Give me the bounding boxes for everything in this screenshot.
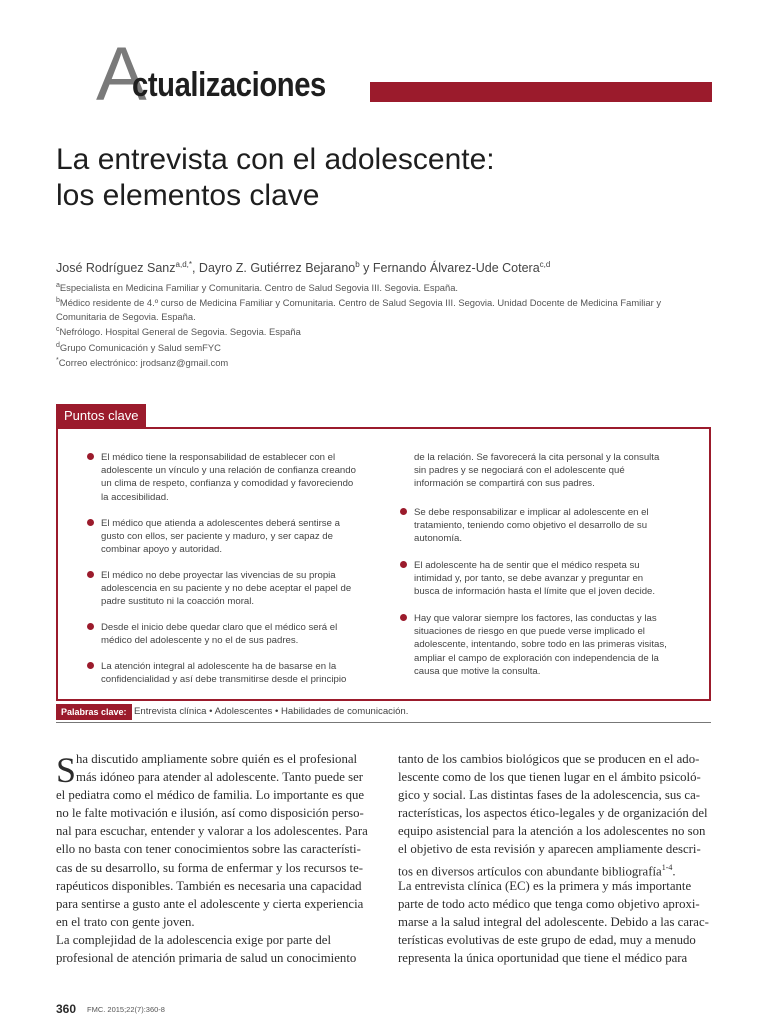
author-2: , Dayro Z. Gutiérrez Bejarano (191, 261, 356, 276)
bullet-icon (87, 623, 94, 630)
body-line-text: para sentirse a gusto ante el adolescente y cierta experiencia (56, 896, 364, 911)
key-point-line: autonomía. (414, 533, 463, 545)
body-line (398, 786, 712, 804)
key-point-line: padre sustituto ni la coacción moral. (101, 596, 255, 608)
body-left-column (56, 750, 370, 967)
sentence-end: . (672, 863, 676, 878)
body-line (398, 859, 712, 877)
body-line-text: profesional de atención primaria de salud un conocimiento (56, 951, 357, 966)
body-line-text: ha discutido ampliamente sobre quién es el profesional (76, 752, 358, 766)
body-line-text: terísticas evolutivas de este grupo de edad, muy a menudo (398, 932, 696, 947)
affiliation-b (56, 294, 696, 309)
affiliation-d (56, 339, 696, 354)
author-3-sup: c,d (539, 260, 551, 269)
key-point-line: causa que motive la consulta. (414, 665, 541, 677)
bullet-icon (400, 508, 407, 515)
affiliation-a-text: Especialista en Medicina Familiar y Comunitaria. Centro de Salud Segovia III. Segovia. España. (59, 282, 459, 294)
body-line (398, 822, 712, 840)
key-point-line: adolescente un vínculo y una relación de confianza creando (101, 465, 356, 477)
key-point-line: adolescencia en su paciente y no debe aceptar el papel de (101, 583, 352, 595)
key-point-line: El médico no debe proyectar las vivencias de su propia (101, 570, 336, 581)
key-point-line: médico del adolescente y no el de sus padres. (101, 635, 299, 647)
body-line-text: racterísticas, los aspectos ético-legales y de organización del (398, 806, 708, 821)
body-line-text: el objetivo de esta revisión y aparecen ampliamente descri- (398, 842, 701, 857)
author-3: y Fernando Álvarez-Ude Cotera (359, 261, 540, 276)
body-line (56, 750, 370, 768)
key-point-line: ampliar el campo de exploración con independencia de la (414, 652, 659, 664)
section-header (96, 32, 716, 117)
author-2-sup: b (355, 260, 360, 269)
key-point-line: información se compartirá con sus padres. (414, 478, 595, 490)
author-1-sup: a,d,* (175, 260, 192, 269)
affiliation-a (56, 279, 696, 294)
body-line (56, 786, 370, 804)
section-name: ctualizaciones (132, 66, 326, 104)
key-point-line: busca de información hasta el límite que el joven decide. (414, 586, 656, 598)
body-line (56, 804, 370, 822)
key-points-box (56, 427, 711, 701)
body-right-column (398, 750, 712, 967)
body-line (56, 822, 370, 840)
affiliation-c (56, 323, 696, 338)
body-line (398, 895, 712, 913)
body-line-text: rapéuticos disponibles. También es necesaria una capacidad (56, 878, 362, 893)
key-point-line: la accesibilidad. (101, 491, 169, 503)
keywords-divider (56, 722, 711, 723)
affiliation-b-text: Médico residente de 4.º curso de Medicina Familiar y Comunitaria. Centro de Salud Segovia III. Segovia. Unidad Docente de Medicina Familiar y (59, 297, 662, 309)
body-line-text: el pediatra como el médico de familia. Lo importante es que (56, 788, 365, 803)
author-list (56, 260, 716, 275)
bullet-icon (87, 662, 94, 669)
bullet-icon (400, 561, 407, 568)
correspondence-sup: * (56, 356, 59, 364)
correspondence-email (56, 354, 696, 369)
body-line-text: cas de su desarrollo, su forma de enfermar y los recursos te- (56, 860, 364, 875)
title-line-2: los elementos clave (56, 179, 320, 212)
key-point-line: confidencialidad y así debe transmitirse desde el principio (101, 674, 347, 686)
journal-citation: FMC. 2015;22(7):360-8 (87, 1005, 165, 1014)
affiliation-c-sup: c (56, 326, 60, 334)
drop-cap: S (56, 750, 77, 790)
body-line (56, 931, 370, 949)
bullet-icon (87, 571, 94, 578)
affiliation-c-text: Nefrólogo. Hospital General de Segovia. Segovia. España (59, 326, 301, 338)
body-line-text: La complejidad de la adolescencia exige por parte del (56, 932, 332, 947)
body-line (398, 840, 712, 858)
body-line (398, 804, 712, 822)
body-line-text: La entrevista clínica (EC) es la primera y más importante (398, 878, 692, 893)
key-point-line: Desde el inicio debe quedar claro que el médico será el (101, 622, 338, 633)
body-line-text: parte de todo acto médico que tenga como objetivo aproxi- (398, 896, 700, 911)
affiliation-b-cont: Comunitaria de Segovia. España. (56, 310, 196, 322)
keywords-text: Entrevista clínica • Adolescentes • Habilidades de comunicación. (134, 706, 409, 717)
bullet-icon (400, 614, 407, 621)
body-line-text: equipo asistencial para la atención a los adolescentes no son (398, 824, 706, 839)
key-point-item (101, 569, 371, 609)
key-point-item (414, 506, 684, 546)
page-number: 360 (56, 1002, 77, 1016)
affiliations (56, 279, 696, 369)
body-line (398, 750, 712, 768)
body-line (56, 913, 370, 931)
key-point-item (101, 621, 371, 647)
affiliation-a-sup: a (56, 282, 60, 289)
body-line-text: gico y social. Las distintas fases de la adolescencia, sus ca- (398, 788, 701, 803)
bullet-icon (87, 519, 94, 526)
key-point-line: El médico que atienda a adolescentes deberá sentirse a (101, 518, 340, 529)
body-line-text: en el trato con gente joven. (56, 914, 195, 929)
key-point-item (101, 660, 371, 686)
key-point-line: situaciones de riesgo en que puede verse implicado el (414, 626, 645, 638)
key-point-item (414, 612, 684, 678)
key-point-line: Se debe responsabilizar e implicar al adolescente en el (414, 507, 649, 518)
section-accent-bar (370, 82, 712, 102)
body-line (398, 949, 712, 967)
body-line-text: tanto de los cambios biológicos que se producen en el ado- (398, 752, 700, 766)
section-initial: A (96, 32, 147, 117)
key-point-item (414, 559, 684, 599)
affiliation-d-text: Grupo Comunicación y Salud semFYC (59, 341, 221, 353)
key-point-item (101, 517, 371, 557)
body-line (56, 840, 370, 858)
body-line-text: marse a la salud integral del adolescente. Debido a las carac- (398, 914, 709, 929)
key-point-line: El adolescente ha de sentir que el médico respeta su (414, 560, 640, 571)
title-line-1: La entrevista con el adolescente: (56, 143, 495, 176)
body-line-text: tos en diversos artículos con abundante bibliografía (398, 863, 662, 878)
body-line (56, 895, 370, 913)
keywords-label: Palabras clave: (56, 704, 132, 720)
key-point-line: intimidad y, por tanto, se debe avanzar y preguntar en (414, 573, 644, 585)
body-line (398, 768, 712, 786)
reference-sup: 1-4 (661, 862, 673, 872)
bullet-icon (87, 453, 94, 460)
affiliation-b-sup: b (56, 297, 60, 305)
body-line (398, 877, 712, 895)
body-line-text: representa la única oportunidad que tiene el médico para (398, 951, 688, 966)
key-points-label: Puntos clave (56, 404, 146, 428)
key-point-item (101, 451, 371, 504)
body-line-text: no le falte motivación e ilusión, así como disposición perso- (56, 806, 364, 821)
correspondence-text: Correo electrónico: jrodsanz@gmail.com (58, 357, 229, 369)
body-line (398, 913, 712, 931)
article-title (56, 142, 696, 214)
key-point-line: El médico tiene la responsabilidad de establecer con el (101, 452, 336, 463)
body-line (398, 931, 712, 949)
key-point-line: combinar apoyo y autoridad. (101, 544, 223, 556)
body-line-text: más idóneo para atender al adolescente. Tanto puede ser (76, 770, 364, 785)
key-point-line: gusto con ellos, ser paciente y maduro, y ser capaz de (101, 531, 333, 543)
key-point-continuation (414, 451, 684, 491)
key-point-line: Hay que valorar siempre los factores, las conductas y las (414, 613, 657, 624)
body-line-text: lescente como de los que tienen lugar en el ámbito psicoló- (398, 770, 701, 785)
body-line (56, 859, 370, 877)
affiliation-d-sup: d (56, 341, 60, 349)
key-point-line: tratamiento, teniendo como objetivo el desarrollo de su (414, 520, 648, 532)
key-point-line: de la relación. Se favorecerá la cita personal y la consulta (414, 452, 660, 463)
key-point-line: un clima de respeto, confianza y comodidad y favoreciendo (101, 478, 354, 490)
body-line (56, 768, 370, 786)
body-line-text: ello no basta con tener conocimientos sobre las característi- (56, 842, 361, 857)
body-line (56, 877, 370, 895)
key-point-line: sin padres y se negociará con el adolescente qué (414, 465, 625, 477)
key-point-line: La atención integral al adolescente ha de basarse en la (101, 661, 337, 672)
key-point-line: adolescente, intentando, sobre todo en las primeras visitas, (414, 639, 667, 651)
author-1: José Rodríguez Sanz (56, 261, 176, 276)
body-line-text: nal para escuchar, entender y valorar a los adolescentes. Para (56, 824, 368, 839)
body-line (56, 949, 370, 967)
